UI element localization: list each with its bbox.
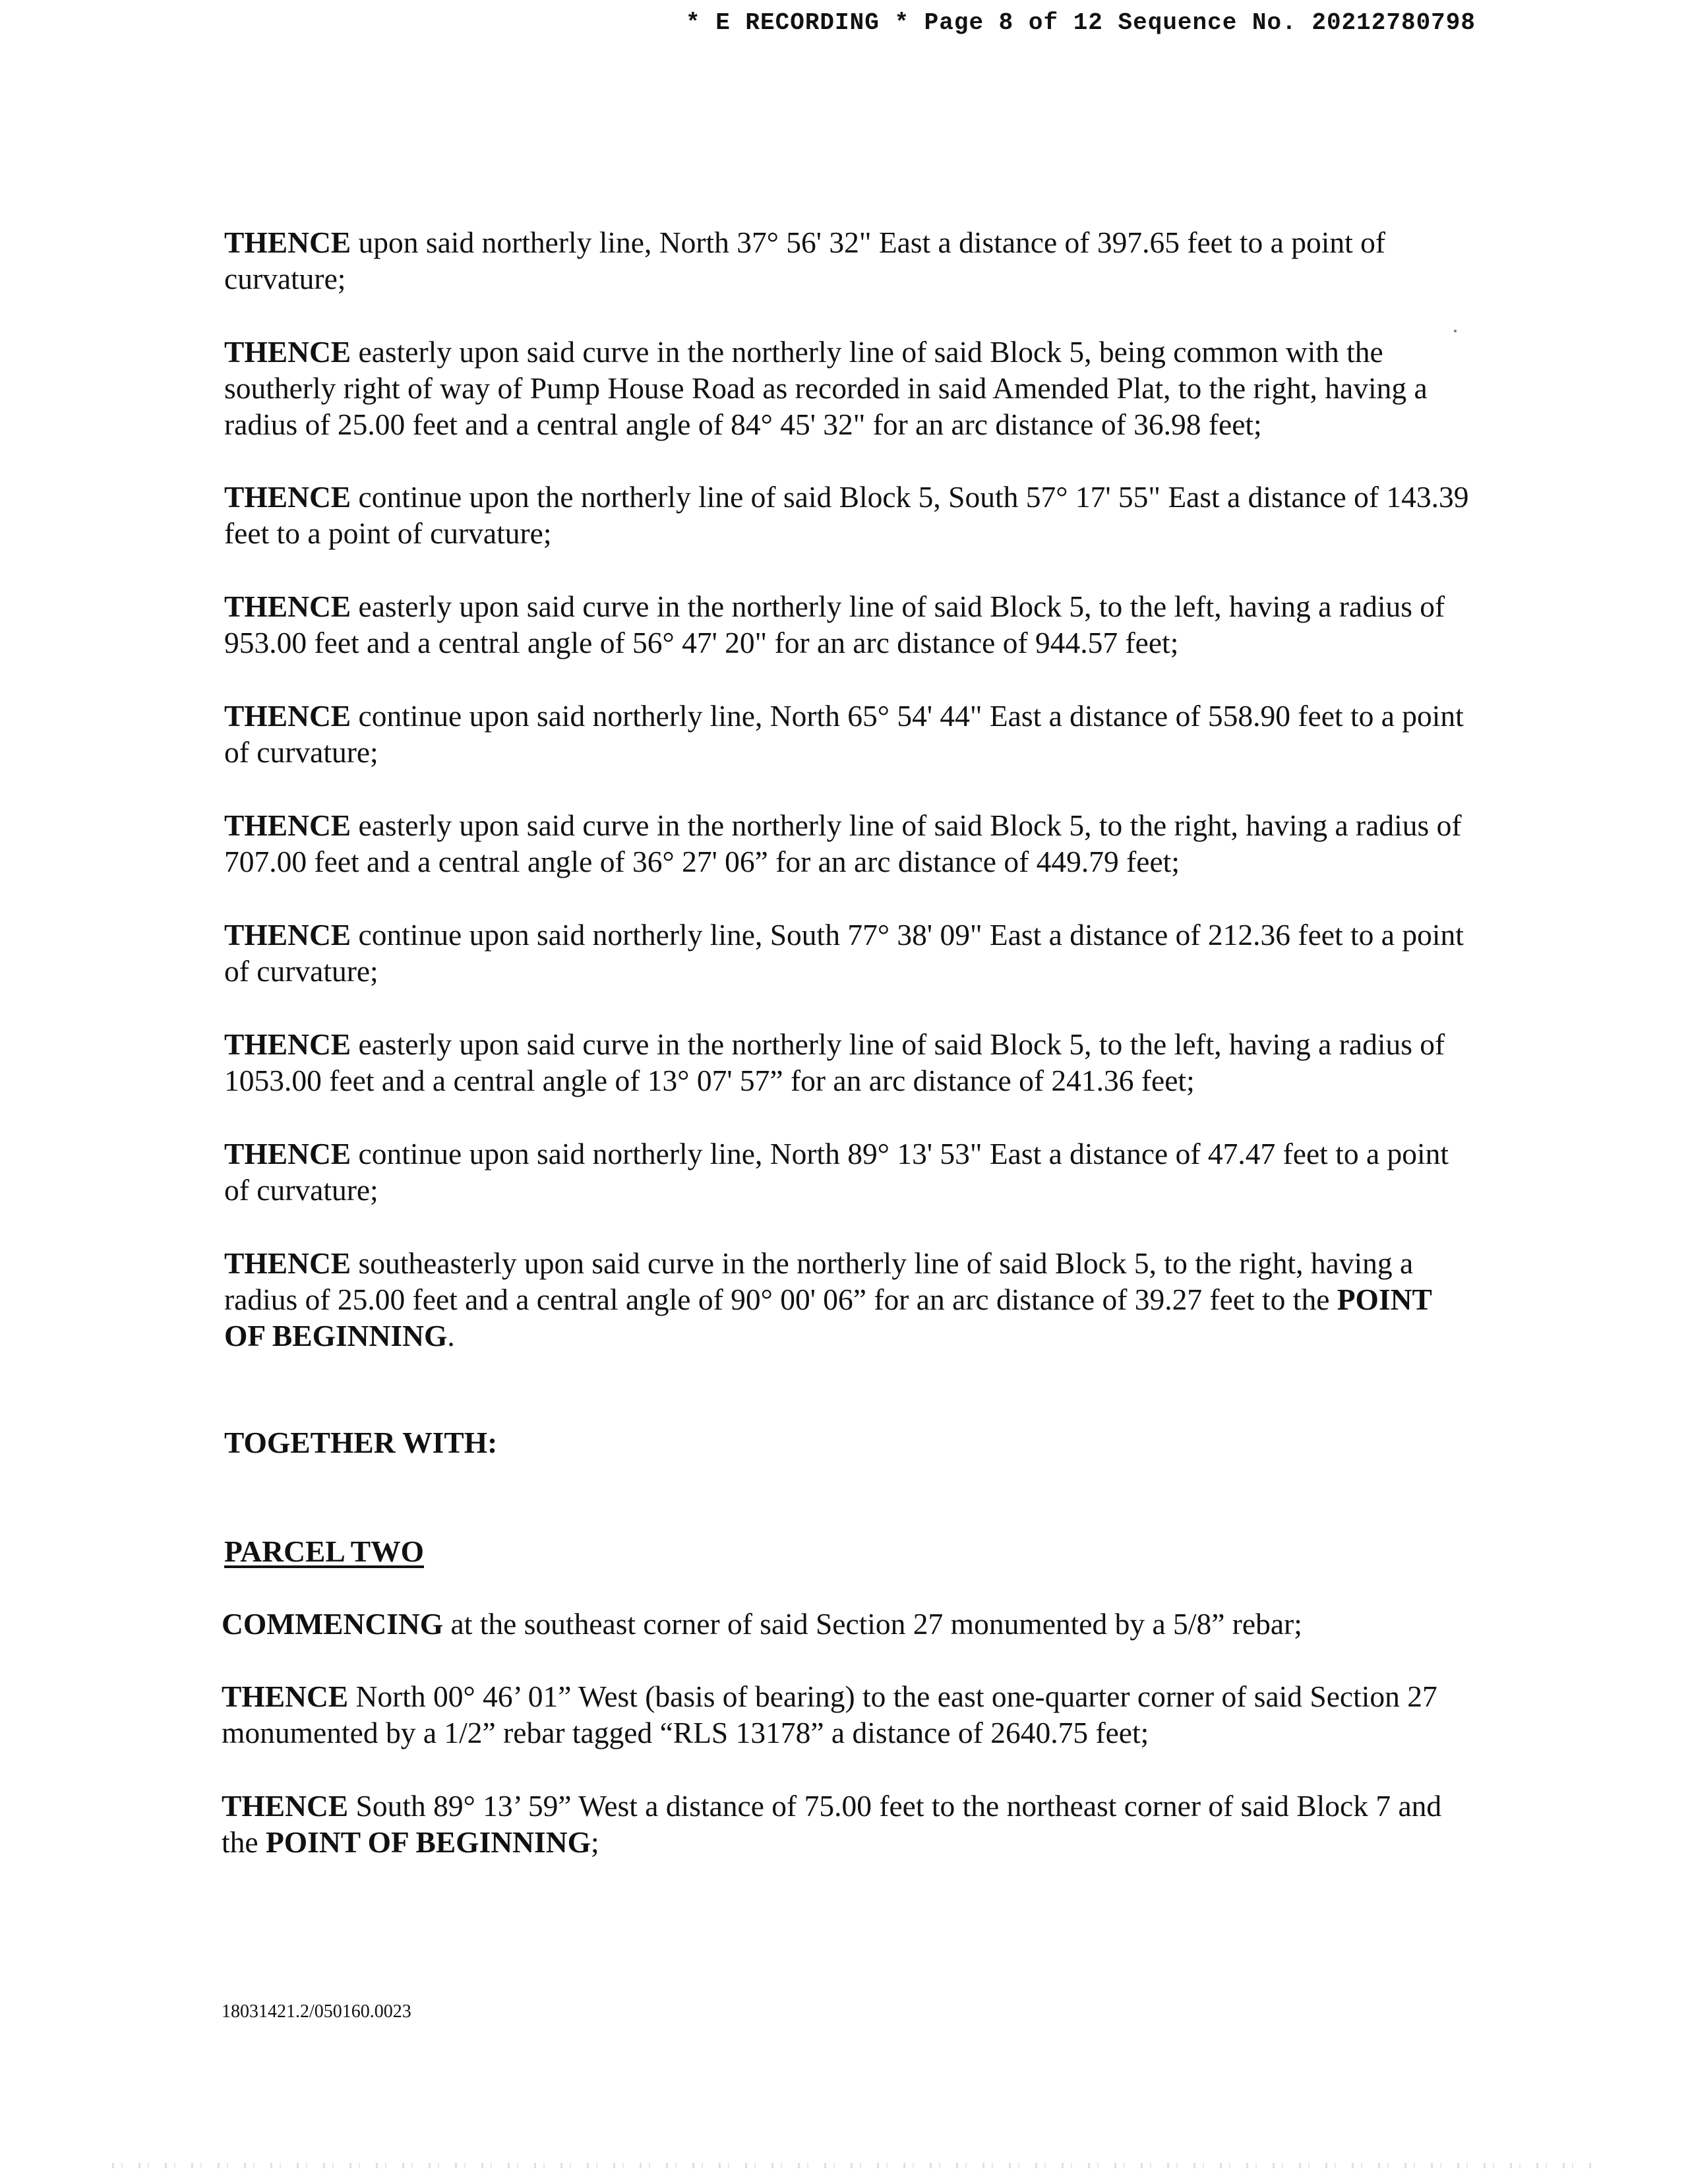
scan-artifact-dot xyxy=(1454,330,1457,332)
paragraph-lead: THENCE xyxy=(224,1246,351,1280)
paragraph-lead: THENCE xyxy=(222,1789,349,1823)
paragraph-lead: THENCE xyxy=(224,335,351,369)
paragraph-text: easterly upon said curve in the northerly line of said Block 5, to the left, having a radius of 953.00 feet and a central angle of 56° 47' 20" for an arc distance of 944.57 feet; xyxy=(224,590,1445,659)
scan-edge-artifact xyxy=(112,2163,1596,2168)
paragraph-lead: THENCE xyxy=(224,226,351,259)
thence-paragraph-6 xyxy=(224,807,1477,880)
paragraph-lead: THENCE xyxy=(222,1680,349,1713)
thence-paragraph-2 xyxy=(224,334,1477,442)
paragraph-text: continue upon said northerly line, North 65° 54' 44" East a distance of 558.90 feet to a point of curvature; xyxy=(224,699,1464,769)
paragraph-text: continue upon the northerly line of said Block 5, South 57° 17' 55" East a distance of 143.39 feet to a point of curvature; xyxy=(224,480,1469,550)
parcel-two-thence-paragraph-1 xyxy=(222,1678,1474,1751)
thence-paragraph-5 xyxy=(224,698,1477,770)
paragraph-lead: THENCE xyxy=(224,918,351,952)
paragraph-text: continue upon said northerly line, North 89° 13' 53" East a distance of 47.47 feet to a point of curvature; xyxy=(224,1137,1449,1207)
thence-paragraph-10 xyxy=(224,1245,1477,1354)
thence-paragraph-1 xyxy=(224,224,1477,297)
together-with-heading: TOGETHER WITH: xyxy=(224,1426,498,1459)
parcel-two-thence-paragraph-2 xyxy=(222,1788,1474,1860)
paragraph-text: easterly upon said curve in the northerly line of said Block 5, to the right, having a radius of 707.00 feet and a central angle of 36° 27' 06” for an arc distance of 449.79 feet; xyxy=(224,808,1462,878)
point-of-beginning: POINT OF BEGINNING xyxy=(224,1283,1432,1352)
thence-paragraph-8 xyxy=(224,1026,1477,1099)
paragraph-text: continue upon said northerly line, South 77° 38' 09" East a distance of 212.36 feet to a point of curvature; xyxy=(224,918,1464,988)
paragraph-lead: THENCE xyxy=(224,699,351,733)
paragraph-lead: THENCE xyxy=(224,1027,351,1061)
recording-header: * E RECORDING * Page 8 of 12 Sequence No. 20212780798 xyxy=(686,9,1476,36)
paragraph-text: easterly upon said curve in the northerly line of said Block 5, being common with the southerly right of way of Pump House Road as recorded in said Amended Plat, to the right, having a radius of 25.00 feet and a central angle of 84° 45' 32" for an arc distance of 36.98 feet; xyxy=(224,335,1428,441)
point-of-beginning: POINT OF BEGINNING xyxy=(265,1825,591,1859)
thence-paragraph-9 xyxy=(224,1136,1477,1208)
thence-paragraph-3 xyxy=(224,479,1477,551)
paragraph-text: South 89° 13’ 59” West a distance of 75.00 feet to the northeast corner of said Block 7 and the xyxy=(222,1789,1442,1859)
document-reference-number: 18031421.2/050160.0023 xyxy=(222,2001,411,2022)
parcel-two-heading: PARCEL TWO xyxy=(224,1534,424,1568)
paragraph-text: at the southeast corner of said Section 27 monumented by a 5/8” rebar; xyxy=(443,1607,1302,1641)
paragraph-lead: THENCE xyxy=(224,808,351,842)
paragraph-lead: THENCE xyxy=(224,590,351,623)
paragraph-text: southeasterly upon said curve in the northerly line of said Block 5, to the right, having a radius of 25.00 feet and a central angle of 90° 00' 06” for an arc distance of 39.27 feet to the xyxy=(224,1246,1414,1316)
thence-paragraph-4 xyxy=(224,588,1477,661)
paragraph-text: upon said northerly line, North 37° 56' 32" East a distance of 397.65 feet to a point of curvature; xyxy=(224,226,1386,295)
thence-paragraph-7 xyxy=(224,917,1477,989)
paragraph-tail: . xyxy=(447,1319,455,1352)
paragraph-tail: ; xyxy=(590,1825,599,1859)
commencing-paragraph xyxy=(222,1606,1474,1642)
paragraph-lead: THENCE xyxy=(224,1137,351,1170)
paragraph-text: easterly upon said curve in the northerly line of said Block 5, to the left, having a radius of 1053.00 feet and a central angle of 13° 07' 57” for an arc distance of 241.36 feet; xyxy=(224,1027,1445,1097)
paragraph-lead: THENCE xyxy=(224,480,351,514)
paragraph-text: North 00° 46’ 01” West (basis of bearing) to the east one-quarter corner of said Section 27 monumented by a 1/2” rebar tagged “RLS 13178” a distance of 2640.75 feet; xyxy=(222,1680,1437,1749)
paragraph-lead: COMMENCING xyxy=(222,1607,444,1641)
